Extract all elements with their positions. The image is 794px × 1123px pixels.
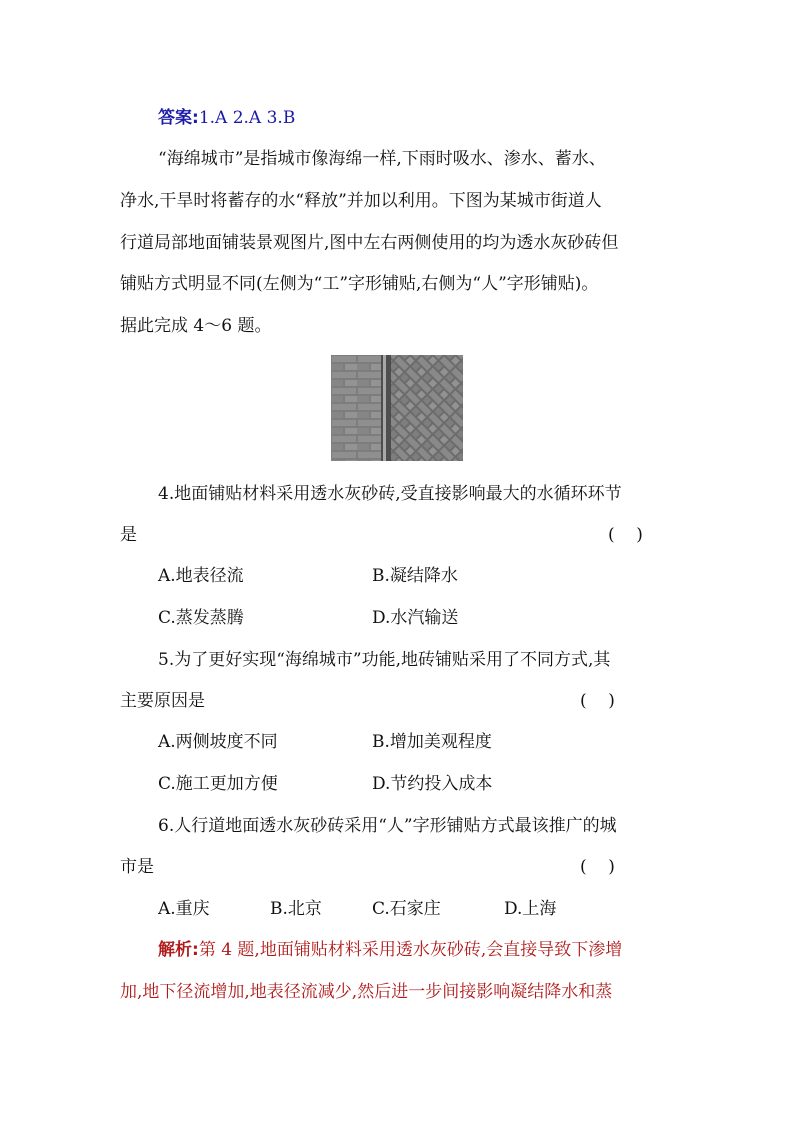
question-6-line-1: 6.人行道地面透水灰砂砖采用“人”字形铺贴方式最该推广的城 — [158, 816, 617, 836]
option-4c: C.蒸发蒸腾 — [158, 608, 244, 628]
answer-label: 答案: — [158, 108, 199, 128]
passage-line-2: 净水,干旱时将蓄存的水“释放”并加以利用。下图为某城市街道人 — [120, 191, 602, 211]
right-herringbone-area — [391, 355, 463, 461]
question-6-stem-end: 市是 — [120, 857, 154, 877]
option-6c: C.石家庄 — [372, 899, 441, 919]
option-4b: B.凝结降水 — [372, 566, 458, 586]
analysis-text-1: 第 4 题,地面铺贴材料采用透水灰砂砖,会直接导致下渗增 — [198, 940, 623, 960]
answer-text: 1.A 2.A 3.B — [198, 108, 296, 128]
left-brick-area — [331, 355, 381, 461]
question-6-line-2 — [120, 855, 680, 879]
option-4d: D.水汽输送 — [372, 608, 459, 628]
passage-line-4: 铺贴方式明显不同(左侧为“工”字形铺贴,右侧为“人”字形铺贴)。 — [120, 274, 599, 294]
option-5c: C.施工更加方便 — [158, 774, 278, 794]
option-5a: A.两侧坡度不同 — [158, 732, 278, 752]
passage-line-1: “海绵城市”是指城市像海绵一样,下雨时吸水、渗水、蓄水、 — [158, 149, 606, 169]
passage-line-3: 行道局部地面铺装景观图片,图中左右两侧使用的均为透水灰砂砖但 — [120, 233, 619, 253]
question-5-stem-end: 主要原因是 — [120, 691, 205, 711]
option-6a: A.重庆 — [158, 899, 210, 919]
question-4-answer-blank: ( ) — [608, 525, 643, 545]
question-5-line-2 — [120, 689, 680, 713]
option-4a: A.地表径流 — [158, 566, 244, 586]
question-4-line-2 — [120, 523, 680, 547]
option-5d: D.节约投入成本 — [372, 774, 493, 794]
option-6b: B.北京 — [270, 899, 322, 919]
question-5-line-1: 5.为了更好实现“海绵城市”功能,地砖铺贴采用了不同方式,其 — [158, 650, 611, 670]
question-4-stem-end: 是 — [120, 525, 137, 545]
question-5-answer-blank: ( ) — [580, 691, 615, 711]
option-5b: B.增加美观程度 — [372, 732, 492, 752]
option-6d: D.上海 — [504, 899, 557, 919]
analysis-label: 解析: — [158, 940, 199, 960]
analysis-line-2: 加,地下径流增加,地表径流减少,然后进一步间接影响凝结降水和蒸 — [120, 982, 613, 1002]
analysis-line-1 — [158, 938, 680, 962]
pavement-photo — [331, 355, 463, 461]
passage-line-5: 据此完成 4～6 题。 — [120, 316, 272, 336]
question-4-line-1: 4.地面铺贴材料采用透水灰砂砖,受直接影响最大的水循环环节 — [158, 484, 622, 504]
answer-line — [158, 106, 680, 130]
question-6-answer-blank: ( ) — [580, 857, 615, 877]
